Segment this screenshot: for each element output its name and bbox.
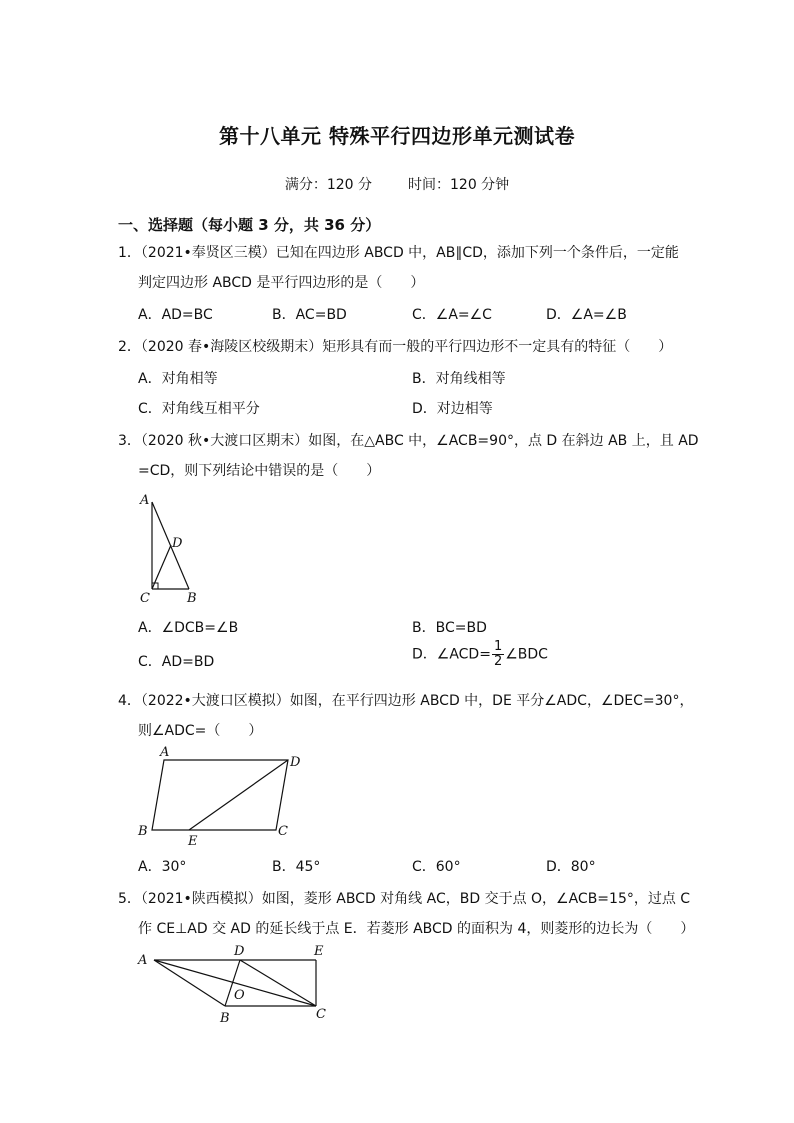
q1-line1: 1．（2021•奉贤区三模）已知在四边形 ABCD 中，AB∥CD，添加下列一个条件后，一定能 [118, 245, 679, 261]
q1-option-b: B．AC=BD [272, 307, 347, 323]
q1-option-d: D．∠A=∠B [546, 307, 627, 323]
q5-line1: 5．（2021•陕西模拟）如图，菱形 ABCD 对角线 AC，BD 交于点 O，∠ACB=15°，过点 C [118, 891, 691, 907]
q4-option-c: C．60° [412, 859, 461, 875]
time-limit: 时间：120 分钟 [408, 177, 510, 193]
q4-option-d: D．80° [546, 859, 596, 875]
q3-option-b: B．BC=BD [412, 620, 487, 636]
q5-label-c: C [316, 1007, 326, 1022]
exam-meta [0, 174, 794, 194]
q4-line2: 则∠ADC=（ ） [138, 723, 263, 739]
section-heading: 一、选择题（每小题 3 分，共 36 分） [118, 216, 381, 234]
q4-parallelogram-figure [130, 744, 310, 849]
q2-line1: 2．（2020 春•海陵区校级期末）矩形具有而一般的平行四边形不一定具有的特征（ ） [118, 339, 673, 355]
q3-label-a: A [140, 493, 150, 508]
q3-option-d-suffix: ∠BDC [505, 646, 548, 663]
q3-segment-cd [152, 545, 171, 589]
q3-option-d-prefix: D．∠ACD= [412, 646, 491, 663]
q3-label-c: C [140, 591, 150, 606]
q2-option-a: A．对角相等 [138, 371, 218, 387]
q5-label-e: E [314, 944, 324, 959]
fraction-one-half [492, 640, 504, 669]
q1-option-c: C．∠A=∠C [412, 307, 492, 323]
full-score: 满分：120 分 [284, 177, 372, 193]
q3-option-c: C．AD=BD [138, 654, 215, 670]
q3-option-d [412, 640, 548, 669]
q5-label-b: B [220, 1011, 230, 1026]
q5-side-dc [240, 960, 316, 1006]
q2-option-c: C．对角线互相平分 [138, 401, 260, 417]
q3-line1: 3．（2020 秋•大渡口区期末）如图，在△ABC 中，∠ACB=90°，点 D 在斜边 AB 上，且 AD [118, 433, 699, 449]
q4-parallelogram-abcd [152, 760, 288, 830]
q5-rhombus-figure [130, 942, 350, 1032]
q3-option-a: A．∠DCB=∠B [138, 620, 239, 636]
q1-line2: 判定四边形 ABCD 是平行四边形的是（ ） [138, 275, 425, 291]
q5-line2: 作 CE⊥AD 交 AD 的延长线于点 E．若菱形 ABCD 的面积为 4，则菱形的边长为（ ） [138, 921, 695, 937]
q4-label-d: D [290, 755, 301, 770]
q1-option-a: A．AD=BC [138, 307, 213, 323]
q5-label-d: D [234, 944, 245, 959]
fraction-denominator: 2 [493, 654, 503, 669]
q5-label-o: O [234, 988, 245, 1003]
q3-label-b: B [187, 591, 197, 606]
q4-label-b: B [138, 824, 148, 839]
q3-line2: =CD，则下列结论中错误的是（ ） [138, 463, 381, 479]
q4-line1: 4．（2022•大渡口区模拟）如图，在平行四边形 ABCD 中，DE 平分∠ADC，∠DEC=30°， [118, 693, 694, 709]
fraction-numerator: 1 [493, 639, 503, 654]
q4-label-e: E [188, 834, 198, 849]
page-title: 第十八单元 特殊平行四边形单元测试卷 [219, 124, 575, 148]
q4-segment-de [189, 760, 288, 830]
q3-label-d: D [172, 536, 183, 551]
q4-label-a: A [160, 745, 170, 760]
q5-label-a: A [138, 953, 148, 968]
q2-option-b: B．对角线相等 [412, 371, 506, 387]
q4-label-c: C [278, 824, 288, 839]
q3-triangle-figure [130, 488, 210, 608]
q4-option-b: B．45° [272, 859, 321, 875]
q5-side-ab [154, 960, 225, 1006]
q2-option-d: D．对边相等 [412, 401, 493, 417]
q4-option-a: A．30° [138, 859, 187, 875]
